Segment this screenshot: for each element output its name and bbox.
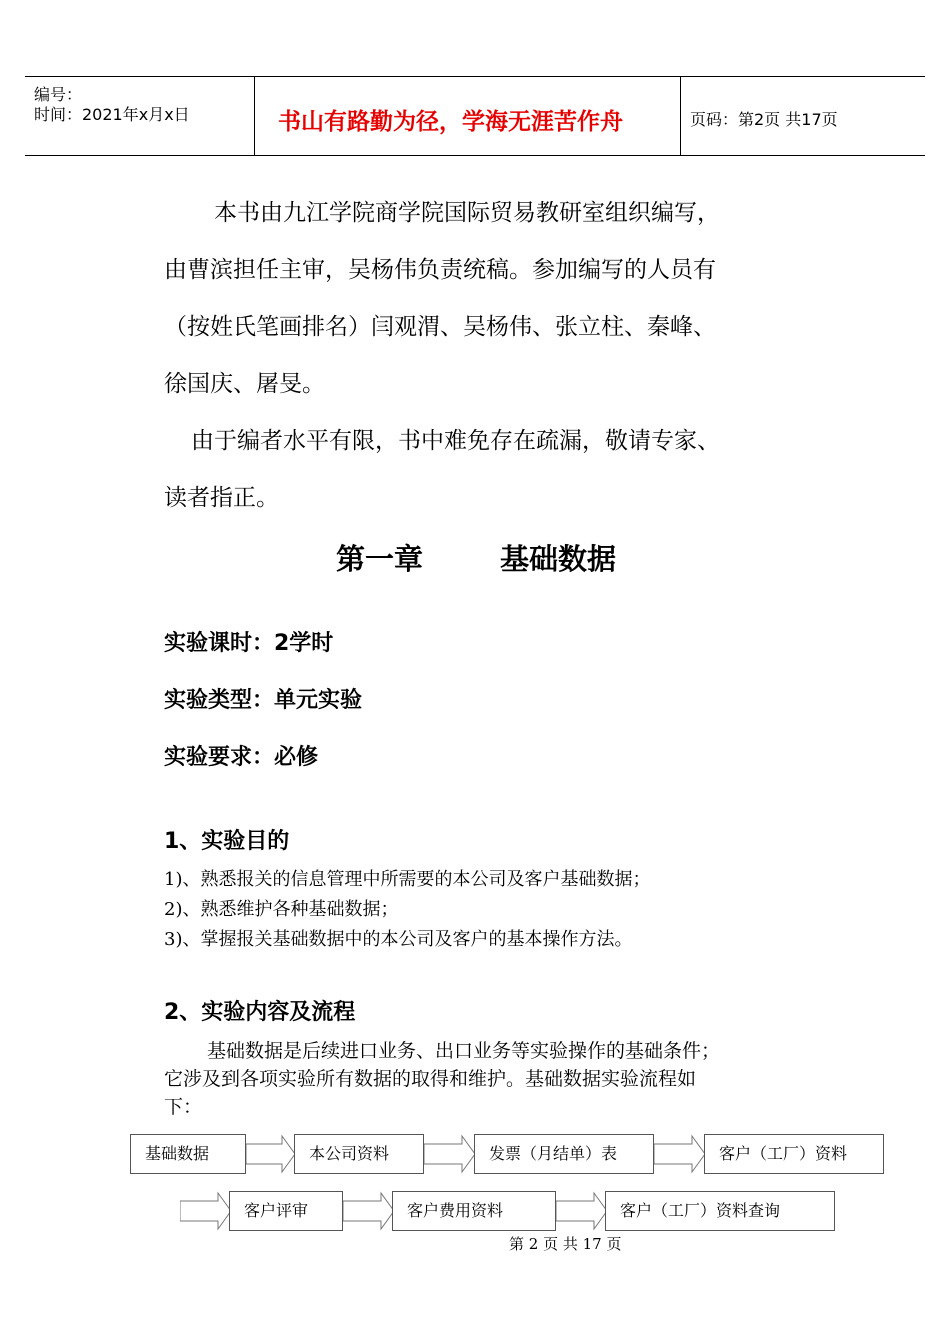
flow-box-company-info: 本公司资料	[294, 1134, 424, 1174]
header-motto: 书山有路勤为径，学海无涯苦作舟	[278, 109, 623, 135]
chapter-number: 第一章	[336, 542, 424, 576]
header-page-info: 页码：第2页 共17页	[690, 110, 838, 129]
header-time-label: 时间：2021年x月x日	[34, 105, 190, 124]
flow-arrow-1	[246, 1134, 296, 1174]
preface-line-2: 由曹滨担任主审，吴杨伟负责统稿。参加编写的人员有	[164, 257, 716, 283]
flow-arrow-2	[424, 1134, 476, 1174]
flow-box-customer-info: 客户（工厂）资料	[704, 1134, 884, 1174]
preface-line-5: 由于编者水平有限，书中难免存在疏漏，敬请专家、	[191, 428, 720, 454]
header-divider-left	[254, 76, 255, 156]
flow-box-invoice-table: 发票（月结单）表	[474, 1134, 654, 1174]
section1-item-2: 2)、熟悉维护各种基础数据；	[164, 899, 399, 920]
header-bottom-rule	[25, 155, 925, 156]
preface-line-3: （按姓氏笔画排名）闫观渭、吴杨伟、张立柱、秦峰、	[164, 314, 716, 340]
section2-body-line-3: 下：	[164, 1096, 203, 1118]
preface-line-4: 徐国庆、屠旻。	[164, 371, 325, 397]
preface-line-1: 本书由九江学院商学院国际贸易教研室组织编写，	[214, 200, 720, 226]
experiment-hours: 实验课时：2学时	[164, 631, 334, 656]
section1-heading: 1、实验目的	[164, 829, 290, 854]
header-top-rule	[25, 76, 925, 77]
flow-box-customer-fees: 客户费用资料	[392, 1191, 556, 1231]
flow-box-basic-data: 基础数据	[130, 1134, 246, 1174]
flow-arrow-3	[654, 1134, 706, 1174]
header-divider-right	[680, 76, 681, 156]
flow-box-customer-query: 客户（工厂）资料查询	[605, 1191, 835, 1231]
flow-box-customer-review: 客户评审	[229, 1191, 343, 1231]
section2-heading: 2、实验内容及流程	[164, 1000, 356, 1025]
chapter-title: 基础数据	[500, 542, 617, 576]
flow-arrow-5	[343, 1191, 395, 1231]
section1-item-1: 1)、熟悉报关的信息管理中所需要的本公司及客户基础数据；	[164, 869, 651, 890]
experiment-requirement: 实验要求：必修	[164, 745, 319, 770]
preface-line-6: 读者指正。	[164, 485, 279, 511]
header-number-label: 编号：	[34, 85, 83, 104]
section2-body-line-1: 基础数据是后续进口业务、出口业务等实验操作的基础条件；	[207, 1040, 721, 1062]
flow-arrow-6	[556, 1191, 608, 1231]
page-footer: 第 2 页 共 17 页	[509, 1235, 622, 1253]
section2-body-line-2: 它涉及到各项实验所有数据的取得和维护。基础数据实验流程如	[164, 1068, 697, 1090]
experiment-type: 实验类型：单元实验	[164, 688, 363, 713]
flow-arrow-4	[180, 1191, 232, 1231]
section1-item-3: 3)、掌握报关基础数据中的本公司及客户的基本操作方法。	[164, 929, 633, 950]
